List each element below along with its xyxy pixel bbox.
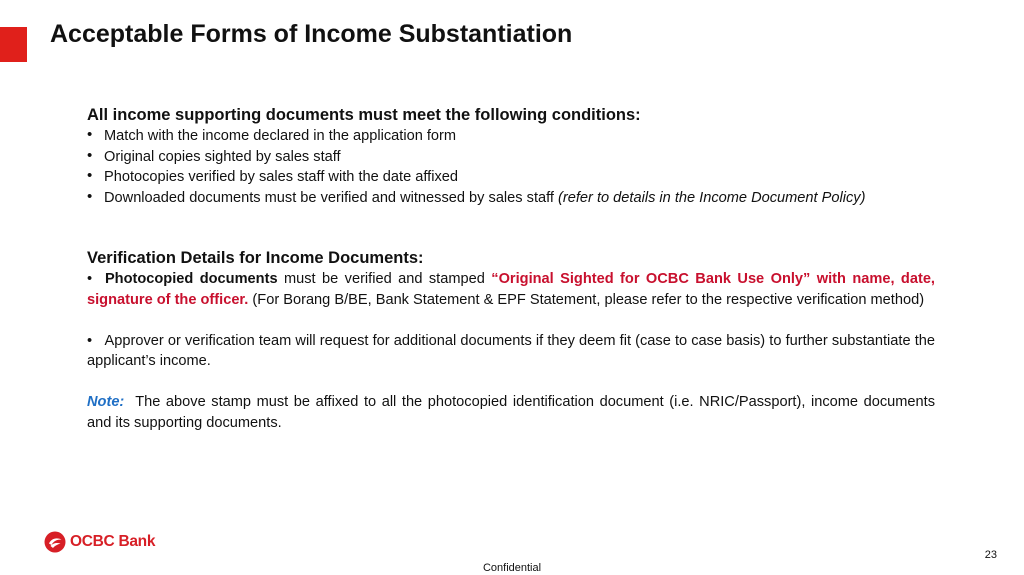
policy-reference: (refer to details in the Income Document Policy)	[558, 189, 866, 206]
list-item: • Photocopies verified by sales staff with the date affixed	[87, 167, 935, 188]
photocopy-paragraph: • Photocopied documents must be verified and stamped “Original Sighted for OCBC Bank Use Only” with name, date, signature of the officer. (For Borang B/BE, Bank Statement & EPF Statement, please refer to the respective verification method)	[87, 271, 935, 308]
conditions-heading: All income supporting documents must meet the following conditions:	[87, 106, 641, 124]
list-item: • Downloaded documents must be verified and witnessed by sales staff (refer to details in the Income Document Policy)	[87, 188, 935, 209]
stamp-requirement: “Original Sighted for OCBC Bank Use Only” with name, date, signature of the officer.	[87, 271, 935, 308]
ocbc-logo-icon	[44, 531, 66, 553]
approver-paragraph: • Approver or verification team will request for additional documents if they deem fit (case to case basis) to further substantiate the applicant’s income.	[87, 332, 935, 369]
bullet-glyph: •	[87, 332, 105, 349]
bullet-glyph: •	[87, 271, 105, 287]
page-number: 23	[984, 549, 997, 561]
conditions-list	[87, 126, 935, 208]
ocbc-logo-text: OCBC Bank	[70, 533, 156, 550]
ocbc-logo	[44, 531, 155, 553]
note-text: The above stamp must be affixed to all the photocopied identification document (i.e. NRIC/Passport), income documents and its supporting documents.	[87, 394, 940, 431]
title-accent-bar	[0, 27, 27, 62]
list-item: • Original copies sighted by sales staff	[87, 147, 935, 168]
conditions-section	[87, 104, 935, 208]
photocopy-lead: Photocopied documents	[104, 271, 278, 287]
verification-heading: Verification Details for Income Documents:	[87, 249, 424, 267]
note-paragraph	[87, 392, 940, 433]
page-title: Acceptable Forms of Income Substantiation	[50, 20, 573, 48]
list-item: • Match with the income declared in the application form	[87, 126, 935, 147]
verification-section	[87, 247, 940, 433]
footer-confidential: Confidential	[482, 562, 542, 574]
note-label: Note:	[87, 394, 125, 410]
